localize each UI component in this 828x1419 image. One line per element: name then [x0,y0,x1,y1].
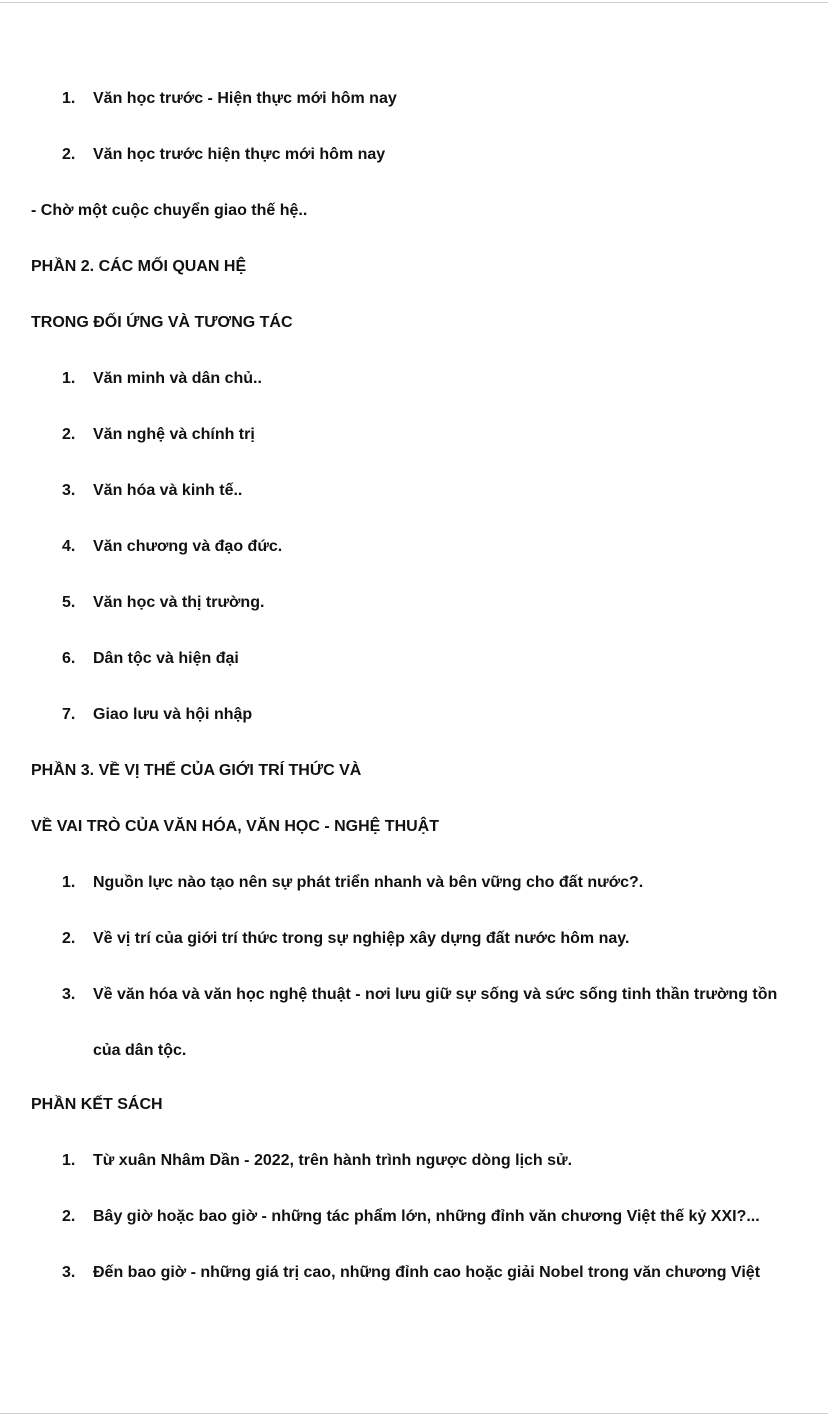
section-heading: PHẦN KẾT SÁCH [31,1096,163,1113]
list-number: 4. [62,538,76,555]
list-item [0,702,828,758]
list-text: Văn học và thị trường. [93,594,265,611]
list-number: 3. [62,986,76,1003]
list-text: Văn học trước hiện thực mới hôm nay [93,146,386,163]
list-item [0,422,828,478]
list-item [0,142,828,198]
list-item [0,366,828,422]
document-page [0,86,828,1316]
list-text: Văn học trước - Hiện thực mới hôm nay [93,90,397,107]
section-heading: TRONG ĐỐI ỨNG VÀ TƯƠNG TÁC [31,314,293,331]
list-text: Về vị trí của giới trí thức trong sự nghiệp xây dựng đất nước hôm nay. [93,930,630,947]
list-text: Văn nghệ và chính trị [93,426,255,443]
section-heading: VỀ VAI TRÒ CỦA VĂN HÓA, VĂN HỌC - NGHỆ THUẬT [31,818,440,835]
list-text: Dân tộc và hiện đại [93,650,239,667]
list-text: Về văn hóa và văn học nghệ thuật - nơi lưu giữ sự sống và sức sống tinh thần trường tồn của dân tộc. [93,986,778,1059]
list-number: 1. [62,1152,76,1169]
list-item [0,534,828,590]
list-text: Đến bao giờ - những giá trị cao, những đỉnh cao hoặc giải Nobel trong văn chương Việt [93,1264,761,1281]
list-number: 2. [62,426,76,443]
list-text: Văn hóa và kinh tế.. [93,482,243,499]
list-number: 1. [62,370,76,387]
list-number: 1. [62,874,76,891]
list-item [0,1204,828,1260]
list-text: Nguồn lực nào tạo nên sự phát triển nhanh và bên vững cho đất nước?. [93,874,644,891]
list-number: 2. [62,146,76,163]
list-item [0,86,828,142]
list-text: Văn minh và dân chủ.. [93,370,262,387]
list-item [0,478,828,534]
list-text: Bây giờ hoặc bao giờ - những tác phẩm lớn, những đỉnh văn chương Việt thế kỷ XXI?... [93,1208,760,1225]
list-item [0,1148,828,1204]
section-heading: PHẦN 3. VỀ VỊ THẾ CỦA GIỚI TRÍ THỨC VÀ [31,762,362,779]
list-number: 2. [62,1208,76,1225]
list-item [0,1260,828,1316]
list-number: 1. [62,90,76,107]
list-item [0,982,828,1092]
list-text: Từ xuân Nhâm Dần - 2022, trên hành trình ngược dòng lịch sử. [93,1152,573,1169]
list-number: 3. [62,482,76,499]
list-text: Giao lưu và hội nhập [93,706,253,723]
section-heading: PHẦN 2. CÁC MỐI QUAN HỆ [31,258,247,275]
list-number: 7. [62,706,76,723]
list-item [0,646,828,702]
note-line: - Chờ một cuộc chuyển giao thế hệ.. [31,202,308,219]
list-number: 6. [62,650,76,667]
bottom-border [0,1413,828,1414]
list-item [0,870,828,926]
list-text: Văn chương và đạo đức. [93,538,283,555]
list-number: 2. [62,930,76,947]
list-number: 5. [62,594,76,611]
top-border [0,2,828,3]
list-number: 3. [62,1264,76,1281]
list-item [0,590,828,646]
